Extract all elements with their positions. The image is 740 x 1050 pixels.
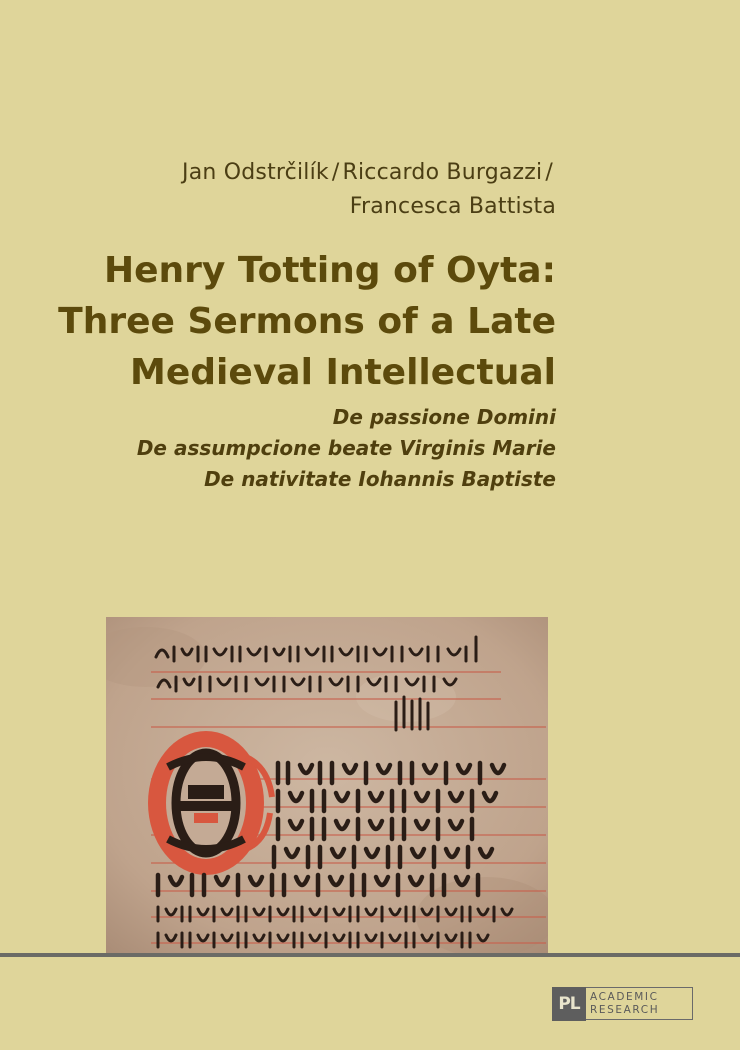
title-line-1: Henry Totting of Oyta: bbox=[103, 250, 556, 291]
subtitle-line: De nativitate Iohannis Baptiste bbox=[204, 467, 556, 491]
author-line-2 bbox=[182, 190, 556, 224]
author-name: Jan Odstrčilík bbox=[182, 160, 329, 185]
author-separator: / bbox=[331, 160, 340, 185]
publisher-logo bbox=[552, 987, 693, 1021]
title-line-2: Three Sermons of a Late bbox=[58, 301, 556, 342]
author-separator: / bbox=[545, 160, 553, 185]
author-name: Riccardo Burgazzi bbox=[342, 160, 543, 185]
author-name: Francesca Battista bbox=[349, 194, 556, 219]
footer-rule bbox=[0, 953, 740, 957]
author-line-1 bbox=[182, 156, 556, 190]
subtitle-line: De assumpcione beate Virginis Marie bbox=[136, 436, 556, 460]
publisher-mark: PL bbox=[552, 987, 586, 1021]
author-list bbox=[182, 156, 556, 224]
book-title bbox=[58, 245, 556, 398]
publisher-line-1: ACADEMIC bbox=[590, 990, 659, 1003]
publisher-wordmark bbox=[586, 987, 693, 1020]
publisher-line-2: RESEARCH bbox=[590, 1003, 660, 1016]
book-subtitles bbox=[137, 402, 556, 495]
subtitle-line: De passione Domini bbox=[332, 405, 556, 429]
title-line-3: Medieval Intellectual bbox=[130, 352, 556, 393]
manuscript-page-image bbox=[106, 617, 548, 953]
